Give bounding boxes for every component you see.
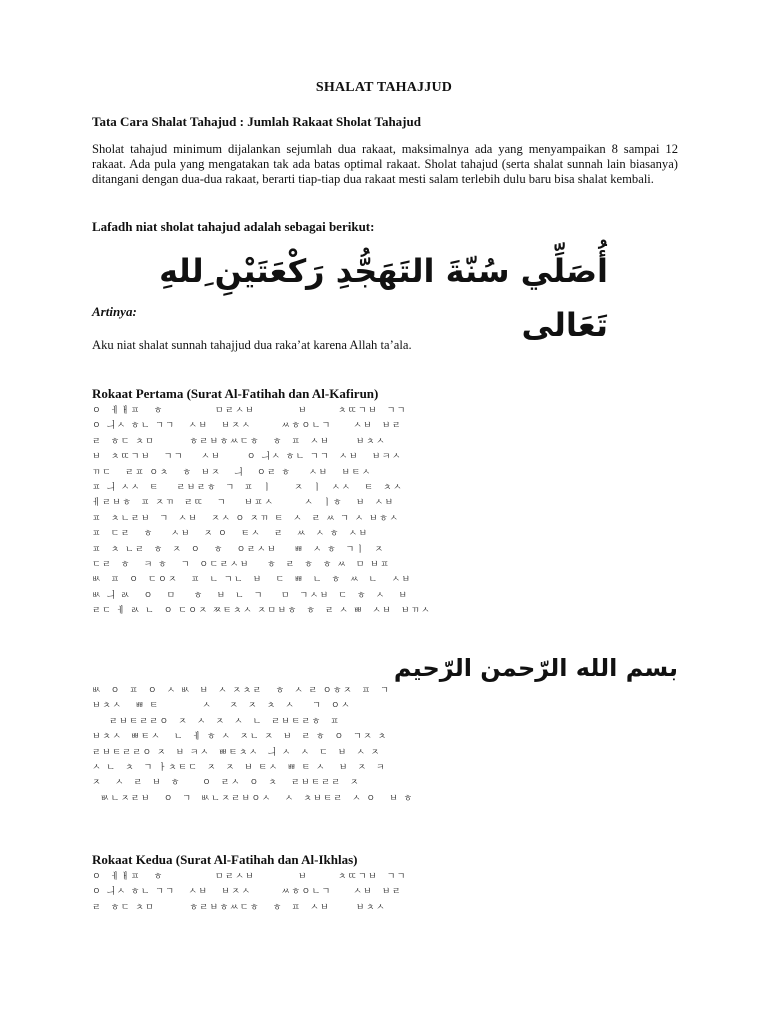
artinya-label: Artinya: bbox=[92, 304, 137, 319]
glyph-line: ㅈ ㅅ ㄹ ㅂ ㅎ ㅇ ㄹㅅ ㅇ ㅊ ㄹㅂㅌㄹㄹ ㅈ bbox=[92, 778, 361, 789]
glyph-line: ㄷㄹ ㅎ ㅋ ㅎ ㄱ ㅇㄷㄹㅅㅂ ㅎ ㄹ ㅎ ㅎ ㅆ ㅁ ㅂㅍ bbox=[92, 560, 391, 571]
glyph-line: ㅄ ㅇ ㅍ ㅇ ㅅ ㅄ ㅂ ㅅ ㅈㅊㄹ ㅎ ㅅ ㄹ ㅇㅎㅈ ㅍ ㄱ bbox=[92, 686, 391, 696]
rakaat1-glyph-block bbox=[92, 404, 684, 620]
glyph-line: ㅔㄹㅂㅎ ㅍ ㅈㄲ ㄹㄸ ㄱ ㅂㅍㅅ ㅅ ㅣㅎ ㅂ ㅅㅂ bbox=[92, 498, 395, 509]
rakaat1-heading: Rokaat Pertama (Surat Al-Fatihah dan Al-Kafirun) bbox=[92, 386, 379, 401]
glyph-line: ㅍ ㄷㄹ ㅎ ㅅㅂ ㅈ ㅇ ㅌㅅ ㄹ ㅆ ㅅ ㅎ ㅅㅂ bbox=[92, 529, 369, 540]
rakaat2-heading: Rokaat Kedua (Surat Al-Fatihah dan Al-Ikhlas) bbox=[92, 852, 358, 867]
lafadh-heading: Lafadh niat sholat tahajud adalah sebagai berikut: bbox=[92, 219, 375, 234]
glyph-line: ㅇ ㅢㅅ ㅎㄴ ㄱㄱ ㅅㅂ ㅂㅈㅅ ㅆㅎㅇㄴㄱ ㅅㅂ ㅂㄹ bbox=[92, 887, 402, 898]
glyph-line: ㅍ ㅊ ㄴㄹ ㅎ ㅈ ㅇ ㅎ ㅇㄹㅅㅂ ㅃ ㅅ ㅎ ㄱㅣ ㅈ bbox=[92, 544, 385, 555]
basmalah-glyph-block bbox=[92, 684, 684, 807]
niat-arabic-text: أُصَلِّي سُنّةَ التَهَجُّدِ رَكْعَتَيْنِ ِللهِ تَعَالى bbox=[159, 252, 608, 344]
glyph-line: ㅇ ㅔㅐㅍ ㅎ ㅁㄹㅅㅂ ㅂ ㅊㄸㄱㅂ ㄱㄱ bbox=[92, 872, 407, 882]
glyph-line: ㅄ ㅢ ㄽ ㅇ ㅁ ㅎ ㅂ ㄴ ㄱ ㅁ ㄱㅅㅂ ㄷ ㅎ ㅅ ㅂ bbox=[92, 590, 409, 601]
rakaat2-glyph-block bbox=[92, 870, 684, 916]
glyph-line: ㅍ ㅢ ㅅㅅ ㅌ ㄹㅂㄹㅎ ㄱ ㅍ ㅣ ㅈ ㅣ ㅅㅅ ㅌ ㅊㅅ bbox=[92, 483, 404, 494]
glyph-line: ㅅ ㄴ ㅊ ㄱ ㅏㅊㅌㄷ ㅈ ㅈ ㅂ ㅌㅅ ㅃ ㅌ ㅅ ㅂ ㅈ ㅋ bbox=[92, 763, 387, 774]
glyph-line: ㄲㄷ ㄹㅍ ㅇㅊ ㅎ ㅂㅈ ㅢ ㅇㄹ ㅎ ㅅㅂ ㅂㅌㅅ bbox=[92, 467, 372, 478]
glyph-line: ㅄ ㅍ ㅇ ㄷㅇㅈ ㅍ ㄴ ㄱㄴ ㅂ ㄷ ㅃ ㄴ ㅎ ㅆ ㄴ ㅅㅂ bbox=[92, 575, 412, 586]
basmalah-arabic: بسم الله الرّحمن الرّحيم bbox=[393, 654, 678, 682]
artinya-text: Aku niat shalat sunnah tahajjud dua raka’at karena Allah ta’ala. bbox=[92, 338, 412, 352]
glyph-line: ㅂㅊㅅ ㅃ ㅌ ㅅ ㅈ ㅈ ㅊ ㅅ ㄱ ㅇㅅ bbox=[92, 701, 352, 712]
glyph-line: ㅄㄴㅈㄹㅂ ㅇ ㄱ ㅄㄴㅈㄹㅂㅇㅅ ㅅ ㅊㅂㅌㄹ ㅅ ㅇ ㅂ ㅎ bbox=[92, 793, 414, 804]
glyph-line: ㄹㅂㅌㄹㄹㅇ ㅈ ㅅ ㅈ ㅅ ㄴ ㄹㅂㅌㄹㅎ ㅍ bbox=[92, 716, 341, 727]
glyph-line: ㅇ ㅔㅐㅍ ㅎ ㅁㄹㅅㅂ ㅂ ㅊㄸㄱㅂ ㄱㄱ bbox=[92, 406, 407, 416]
glyph-line: ㅍ ㅊㄴㄹㅂ ㄱ ㅅㅂ ㅈㅅ ㅇ ㅈㄲ ㅌ ㅅ ㄹ ㅆ ㄱ ㅅ ㅂㅎㅅ bbox=[92, 513, 400, 524]
glyph-line: ㅂㅊㅅ ㅃㅌㅅ ㄴ ㅔ ㅎ ㅅ ㅈㄴ ㅈ ㅂ ㄹ ㅎ ㅇ ㄱㅈ ㅊ bbox=[92, 732, 388, 743]
glyph-line: ㄹ ㅎㄷ ㅊㅁ ㅎㄹㅂㅎㅆㄷㅎ ㅎ ㅍ ㅅㅂ ㅂㅊㅅ bbox=[92, 902, 387, 913]
glyph-line: ㅇ ㅢㅅ ㅎㄴ ㄱㄱ ㅅㅂ ㅂㅈㅅ ㅆㅎㅇㄴㄱ ㅅㅂ ㅂㄹ bbox=[92, 421, 402, 432]
page-title: SHALAT TAHAJJUD bbox=[315, 80, 453, 95]
glyph-line: ㄹ ㅎㄷ ㅊㅁ ㅎㄹㅂㅎㅆㄷㅎ ㅎ ㅍ ㅅㅂ ㅂㅊㅅ bbox=[92, 436, 387, 447]
subtitle: Tata Cara Shalat Tahajud : Jumlah Rakaat Sholat Tahajud bbox=[92, 114, 421, 129]
glyph-line: ㄹㅂㅌㄹㄹㅇ ㅈ ㅂ ㅋㅅ ㅃㅌㅊㅅ ㅢ ㅅ ㅅ ㄷ ㅂ ㅅ ㅈ bbox=[92, 747, 381, 758]
glyph-line: ㄹㄷ ㅔ ㄽ ㄴ ㅇ ㄷㅇㅈ ㅉㅌㅊㅅ ㅈㅁㅂㅎ ㅎ ㄹ ㅅ ㅃ ㅅㅂ ㅂㄲㅅ bbox=[92, 606, 432, 617]
intro-paragraph: Sholat tahajud minimum dijalankan sejumlah dua rakaat, maksimalnya ada yang menyampaikan 8 sampai 12 rakaat. Ada pula yang mengatakan tak ada batas optimal rakaat. Sholat tahajud (serta shalat sunnah lain biasanya) ditangani dengan dua-dua rakaat, berarti tiap-tiap dua rakaat mesti salam terlebih dulu baru bisa shalat kembali. bbox=[92, 142, 678, 187]
glyph-line: ㅂ ㅊㄸㄱㅂ ㄱㄱ ㅅㅂ ㅇ ㅢㅅ ㅎㄴ ㄱㄱ ㅅㅂ ㅂㅋㅅ bbox=[92, 452, 402, 463]
